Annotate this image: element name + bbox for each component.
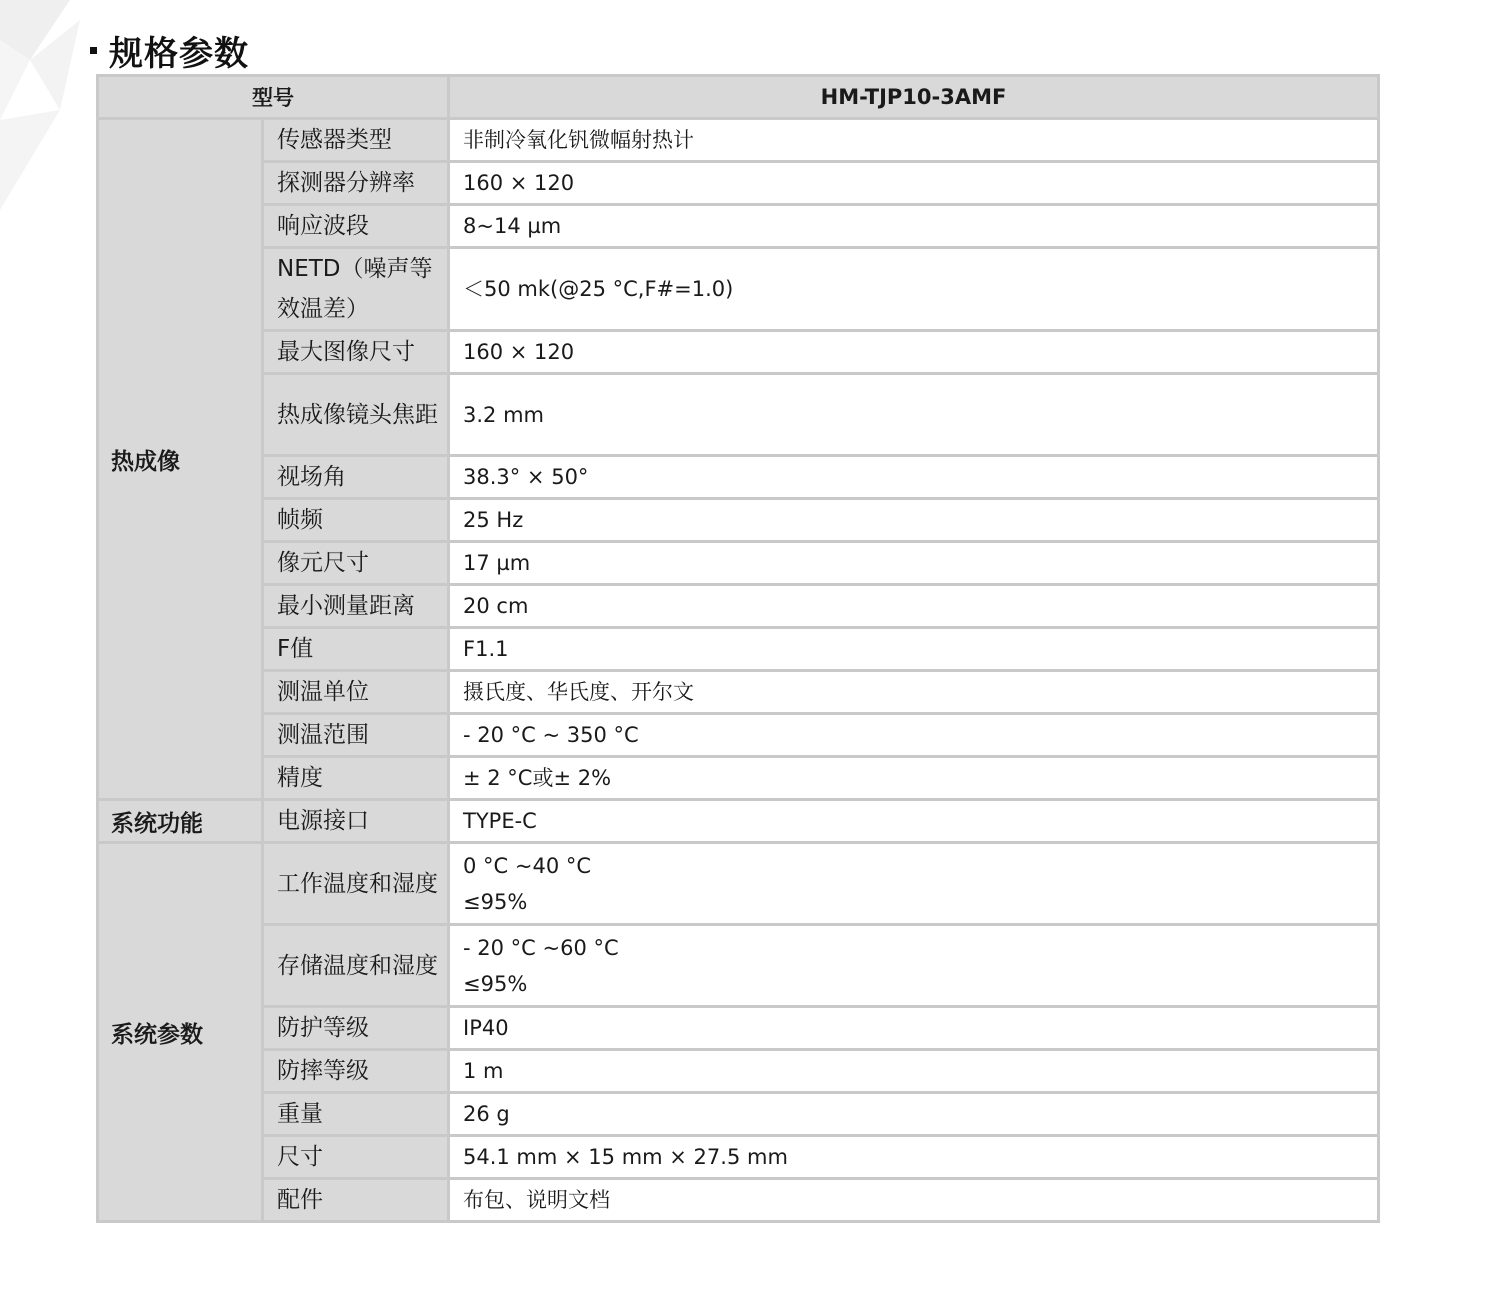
row-label: 最大图像尺寸: [263, 331, 449, 374]
row-label: 传感器类型: [263, 119, 449, 162]
row-value: 25 Hz: [449, 499, 1379, 542]
row-label: 像元尺寸: [263, 542, 449, 585]
row-label: 帧频: [263, 499, 449, 542]
row-label: NETD（噪声等效温差）: [263, 248, 449, 331]
value-line: 0 °C ~40 °C: [463, 853, 592, 878]
table-row: [98, 671, 1379, 714]
row-value: ＜50 mk(@25 °C,F#=1.0): [449, 248, 1379, 331]
row-value: [449, 843, 1379, 925]
row-value: 17 µm: [449, 542, 1379, 585]
table-row: [98, 331, 1379, 374]
value-line: ≤95%: [463, 971, 528, 996]
row-value: IP40: [449, 1007, 1379, 1050]
value-line: ≤95%: [463, 889, 528, 914]
row-value: 1 m: [449, 1050, 1379, 1093]
table-row: [98, 456, 1379, 499]
row-label: 响应波段: [263, 205, 449, 248]
table-row: [98, 119, 1379, 162]
table-row: [98, 843, 1379, 925]
row-value: 26 g: [449, 1093, 1379, 1136]
corner-decoration: [0, 0, 90, 230]
table-header-row: [98, 76, 1379, 119]
row-label: 防护等级: [263, 1007, 449, 1050]
table-row: [98, 925, 1379, 1007]
section-title-text: 规格参数: [109, 33, 249, 74]
row-value: 非制冷氧化钒微幅射热计: [449, 119, 1379, 162]
row-value: 8~14 µm: [449, 205, 1379, 248]
group-system-params: 系统参数: [98, 843, 263, 1222]
row-value: 160 × 120: [449, 331, 1379, 374]
section-title: [88, 26, 249, 74]
table-row: [98, 542, 1379, 585]
value-line: - 20 °C ~60 °C: [463, 935, 619, 960]
table-row: [98, 628, 1379, 671]
row-value: [449, 925, 1379, 1007]
row-value: - 20 °C ~ 350 °C: [449, 714, 1379, 757]
row-value: 摄氏度、华氏度、开尔文: [449, 671, 1379, 714]
row-label: 配件: [263, 1179, 449, 1222]
table-row: [98, 757, 1379, 800]
group-system-function: 系统功能: [98, 800, 263, 843]
row-label: F值: [263, 628, 449, 671]
table-row: [98, 1050, 1379, 1093]
table-row: [98, 585, 1379, 628]
table-row: [98, 205, 1379, 248]
row-label: 探测器分辨率: [263, 162, 449, 205]
row-label: 电源接口: [263, 800, 449, 843]
row-label: 存储温度和湿度: [263, 925, 449, 1007]
bullet-icon: [90, 47, 97, 54]
row-value: 160 × 120: [449, 162, 1379, 205]
row-label: 精度: [263, 757, 449, 800]
row-label: 尺寸: [263, 1136, 449, 1179]
group-thermal: 热成像: [98, 119, 263, 800]
row-value: 3.2 mm: [449, 374, 1379, 456]
row-value: 布包、说明文档: [449, 1179, 1379, 1222]
row-label: 测温单位: [263, 671, 449, 714]
table-row: [98, 499, 1379, 542]
table-row: [98, 1136, 1379, 1179]
table-row: [98, 162, 1379, 205]
table-row: [98, 1007, 1379, 1050]
table-row: [98, 714, 1379, 757]
spec-table: [96, 74, 1380, 1223]
row-value: ± 2 °C或± 2%: [449, 757, 1379, 800]
row-value: 20 cm: [449, 585, 1379, 628]
row-label: 防摔等级: [263, 1050, 449, 1093]
row-label: 测温范围: [263, 714, 449, 757]
row-label: 工作温度和湿度: [263, 843, 449, 925]
table-row: [98, 248, 1379, 331]
row-label: 重量: [263, 1093, 449, 1136]
header-model: HM-TJP10-3AMF: [449, 76, 1379, 119]
row-value: 38.3° × 50°: [449, 456, 1379, 499]
row-value: TYPE-C: [449, 800, 1379, 843]
row-value: 54.1 mm × 15 mm × 27.5 mm: [449, 1136, 1379, 1179]
row-value: F1.1: [449, 628, 1379, 671]
header-label: 型号: [98, 76, 449, 119]
table-row: [98, 800, 1379, 843]
row-label: 最小测量距离: [263, 585, 449, 628]
table-row: [98, 374, 1379, 456]
table-row: [98, 1179, 1379, 1222]
row-label: 视场角: [263, 456, 449, 499]
row-label: 热成像镜头焦距: [263, 374, 449, 456]
table-row: [98, 1093, 1379, 1136]
